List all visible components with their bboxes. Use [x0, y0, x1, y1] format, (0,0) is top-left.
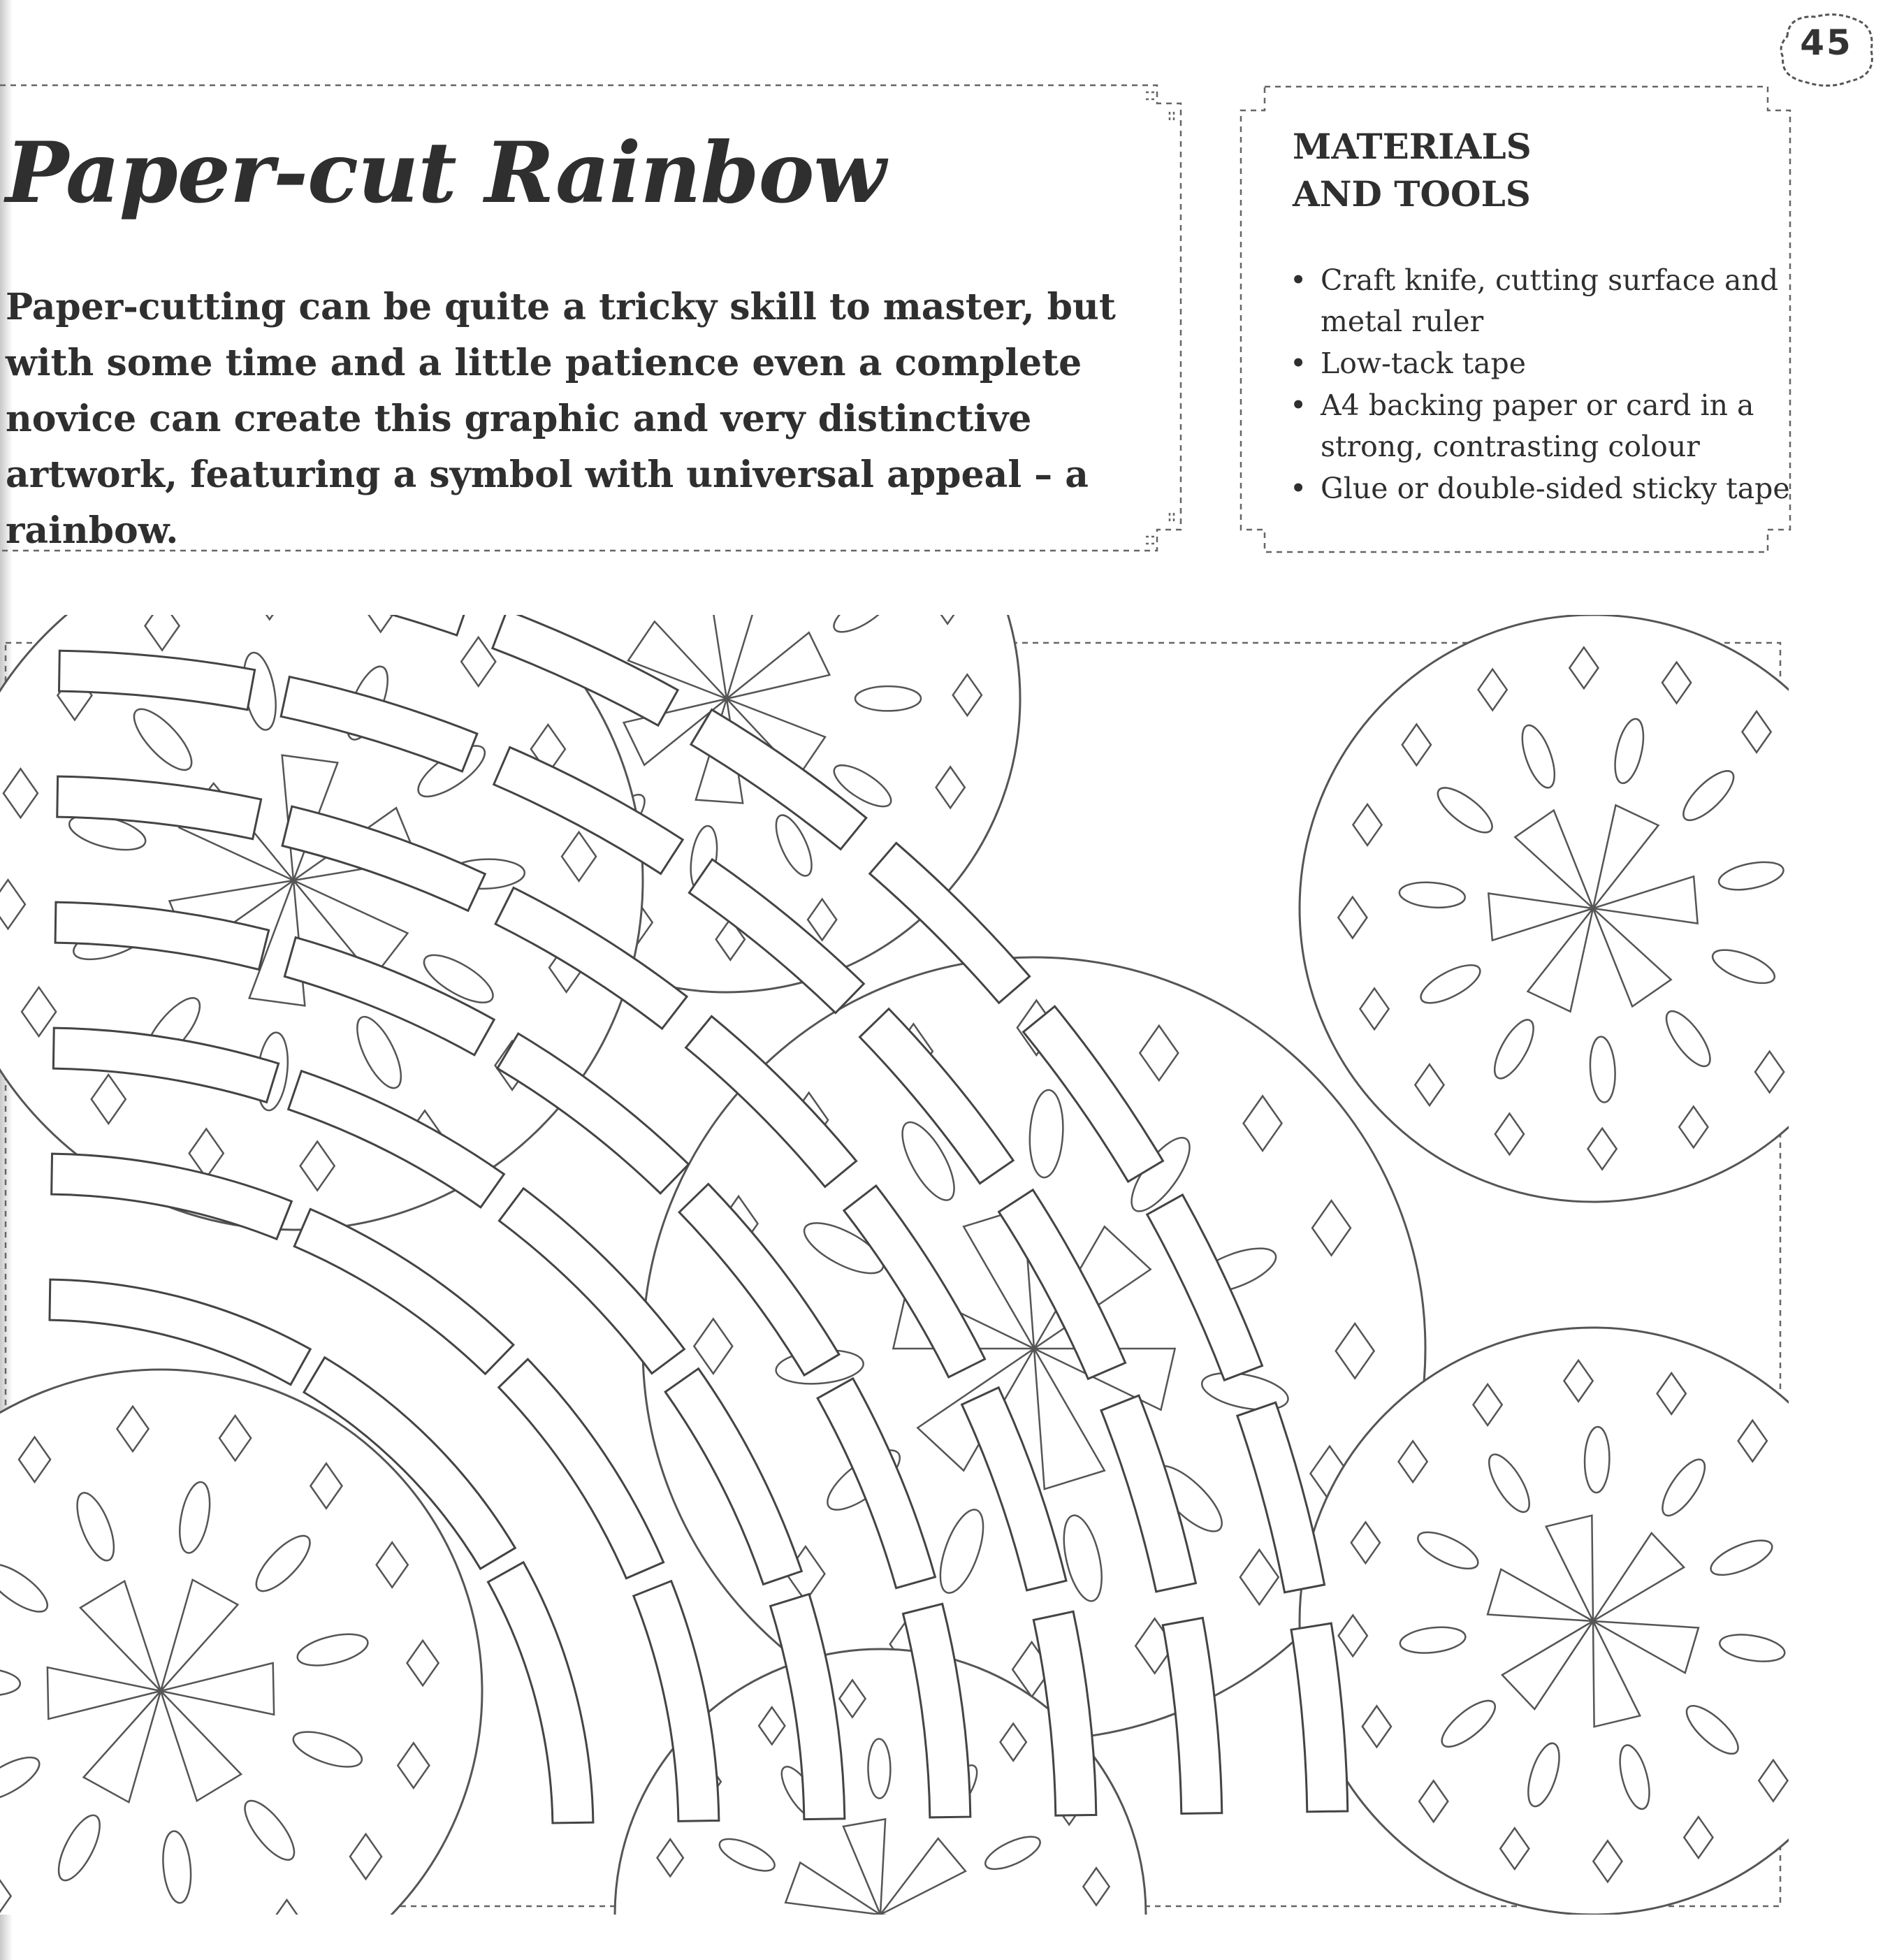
materials-heading-line-1: MATERIALS	[1293, 126, 1532, 167]
materials-item	[1286, 385, 1803, 467]
materials-item	[1286, 343, 1803, 384]
rainbow-band	[634, 1581, 719, 1822]
bullet-icon: •	[1290, 389, 1307, 422]
materials-heading-line-2: AND TOOLS	[1293, 173, 1531, 215]
materials-item-text: Low-tack tape	[1321, 347, 1527, 380]
materials-item-text: Glue or double-sided sticky tape	[1321, 472, 1790, 505]
materials-heading	[1293, 123, 1532, 218]
page-title: Paper-cut Rainbow	[6, 124, 885, 222]
materials-list	[1286, 260, 1803, 510]
rainbow-band	[50, 1279, 310, 1384]
bullet-icon: •	[1290, 347, 1307, 380]
page-number-badge	[1773, 8, 1880, 91]
intro-paragraph: Paper-cutting can be quite a tricky skill to master, but with some time and a little patience even a complete novice can create this graphic and very distinctive artwork, featuring a symbol with universal appeal – a rainbow.	[6, 286, 1116, 552]
rainbow-band	[294, 1209, 514, 1374]
materials-item-text: A4 backing paper or card in a strong, contrasting colour	[1321, 389, 1754, 463]
bullet-icon: •	[1290, 263, 1307, 297]
rainbow-band	[488, 1562, 592, 1823]
rainbow-band	[499, 1359, 664, 1578]
page-number: 45	[1800, 22, 1853, 63]
materials-item	[1286, 260, 1803, 342]
materials-item	[1286, 468, 1803, 509]
papercut-template-art	[0, 615, 1789, 1915]
materials-item-text: Craft knife, cutting surface and metal ruler	[1321, 263, 1779, 338]
papercut-template	[0, 615, 1789, 1915]
mandala-circle	[1300, 615, 1789, 1202]
bullet-icon: •	[1290, 472, 1307, 505]
